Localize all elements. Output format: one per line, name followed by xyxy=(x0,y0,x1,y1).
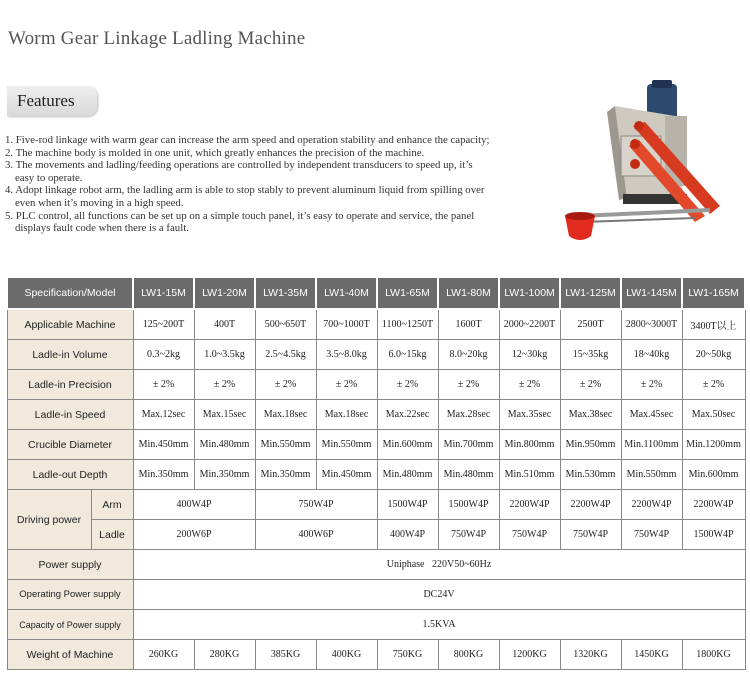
table-cell: Min.600mm xyxy=(682,460,745,490)
table-row xyxy=(7,520,745,550)
table-cell: 800KG xyxy=(438,640,499,670)
table-cell: 750W4P xyxy=(621,520,682,550)
table-cell: ± 2% xyxy=(682,370,745,400)
table-cell: 700~1000T xyxy=(316,309,377,340)
table-cell: Max.45sec xyxy=(621,400,682,430)
table-cell: Min.700mm xyxy=(438,430,499,460)
row-label: Weight of Machine xyxy=(7,640,133,670)
table-cell: Max.50sec xyxy=(682,400,745,430)
table-cell: Max.22sec xyxy=(377,400,438,430)
table-row xyxy=(7,550,745,580)
model-header: LW1-125M xyxy=(560,277,621,309)
table-cell: 2800~3000T xyxy=(621,309,682,340)
table-row xyxy=(7,340,745,370)
table-cell: Min.450mm xyxy=(316,460,377,490)
model-header: LW1-15M xyxy=(133,277,194,309)
row-label: Ladle-in Speed xyxy=(7,400,133,430)
table-cell: ± 2% xyxy=(621,370,682,400)
table-cell: 12~30kg xyxy=(499,340,560,370)
table-cell: 3.5~8.0kg xyxy=(316,340,377,370)
table-cell: 1450KG xyxy=(621,640,682,670)
table-row xyxy=(7,460,745,490)
table-cell: 400W4P xyxy=(377,520,438,550)
model-header: LW1-165M xyxy=(682,277,745,309)
table-cell: 750W4P xyxy=(499,520,560,550)
table-cell: 280KG xyxy=(194,640,255,670)
model-header: LW1-65M xyxy=(377,277,438,309)
ladling-machine-image xyxy=(555,76,735,256)
table-cell: Uniphase 220V50~60Hz xyxy=(133,550,745,580)
model-header: LW1-40M xyxy=(316,277,377,309)
feature-line: 1. Five-rod linkage with warm gear can increase the arm speed and operation stability and enhance the capacity; xyxy=(5,134,490,146)
row-label: Driving power xyxy=(7,490,91,550)
row-label: Capacity of Power supply xyxy=(7,610,133,640)
table-cell: Min.550mm xyxy=(621,460,682,490)
table-row xyxy=(7,610,745,640)
table-cell: Min.1200mm xyxy=(682,430,745,460)
table-cell: Min.350mm xyxy=(255,460,316,490)
table-cell: 15~35kg xyxy=(560,340,621,370)
table-row xyxy=(7,430,745,460)
table-cell: Max.38sec xyxy=(560,400,621,430)
feature-line: even when it’s moving in a high speed. xyxy=(15,196,184,209)
table-cell: Min.550mm xyxy=(255,430,316,460)
row-label: Ladle-in Precision xyxy=(7,370,133,400)
table-row xyxy=(7,490,745,520)
row-label: Power supply xyxy=(7,550,133,580)
table-cell: 2200W4P xyxy=(560,490,621,520)
row-label: Ladle-in Volume xyxy=(7,340,133,370)
table-cell: 2000~2200T xyxy=(499,309,560,340)
table-cell: Min.1100mm xyxy=(621,430,682,460)
table-cell: 400W4P xyxy=(133,490,255,520)
table-cell: DC24V xyxy=(133,580,745,610)
model-header: LW1-145M xyxy=(621,277,682,309)
table-cell: ± 2% xyxy=(377,370,438,400)
table-cell: Min.950mm xyxy=(560,430,621,460)
features-list xyxy=(5,134,540,235)
row-sublabel: Ladle xyxy=(91,520,133,550)
table-row xyxy=(7,400,745,430)
features-heading xyxy=(7,86,97,116)
table-cell: ± 2% xyxy=(499,370,560,400)
table-cell: 260KG xyxy=(133,640,194,670)
table-cell: 18~40kg xyxy=(621,340,682,370)
table-cell: 125~200T xyxy=(133,309,194,340)
header-label: Specification/Model xyxy=(7,277,133,309)
table-cell: 750W4P xyxy=(560,520,621,550)
table-cell: 400W6P xyxy=(255,520,377,550)
table-cell: Min.450mm xyxy=(133,430,194,460)
table-cell: 2500T xyxy=(560,309,621,340)
table-cell: 200W6P xyxy=(133,520,255,550)
table-cell: 750W4P xyxy=(438,520,499,550)
table-cell: Max.28sec xyxy=(438,400,499,430)
table-cell: 400KG xyxy=(316,640,377,670)
table-cell: Min.550mm xyxy=(316,430,377,460)
table-cell: 750KG xyxy=(377,640,438,670)
table-cell: Min.800mm xyxy=(499,430,560,460)
model-header: LW1-35M xyxy=(255,277,316,309)
table-cell: Max.35sec xyxy=(499,400,560,430)
table-cell: 1500W4P xyxy=(682,520,745,550)
feature-line: 3. The movements and ladling/feeding operations are controlled by independent transducers to speed up, it’s xyxy=(5,159,473,172)
table-cell: ± 2% xyxy=(255,370,316,400)
feature-line: 4. Adopt linkage robot arm, the ladling arm is able to stop stably to prevent aluminum liquid from spilling over xyxy=(5,184,485,197)
features-heading-label: Features xyxy=(17,91,75,110)
page-title: Worm Gear Linkage Ladling Machine xyxy=(8,28,306,49)
table-cell: 1100~1250T xyxy=(377,309,438,340)
table-row xyxy=(7,580,745,610)
table-cell: 2200W4P xyxy=(682,490,745,520)
row-label: Operating Power supply xyxy=(7,580,133,610)
table-cell: 3400T以上 xyxy=(682,309,745,340)
specification-table xyxy=(6,276,746,670)
table-cell: 2200W4P xyxy=(499,490,560,520)
table-cell: 1200KG xyxy=(499,640,560,670)
table-cell: Min.600mm xyxy=(377,430,438,460)
table-row xyxy=(7,640,745,670)
table-header-row xyxy=(7,277,745,309)
table-cell: ± 2% xyxy=(438,370,499,400)
table-cell: 1.0~3.5kg xyxy=(194,340,255,370)
table-cell: 20~50kg xyxy=(682,340,745,370)
feature-line: displays fault code when there is a fault. xyxy=(15,222,189,235)
table-cell: ± 2% xyxy=(560,370,621,400)
row-label: Applicable Machine xyxy=(7,309,133,340)
table-cell: Min.480mm xyxy=(377,460,438,490)
table-cell: Min.530mm xyxy=(560,460,621,490)
table-cell: 2200W4P xyxy=(621,490,682,520)
table-cell: ± 2% xyxy=(133,370,194,400)
table-cell: 1500W4P xyxy=(438,490,499,520)
model-header: LW1-80M xyxy=(438,277,499,309)
table-cell: 385KG xyxy=(255,640,316,670)
model-header: LW1-20M xyxy=(194,277,255,309)
table-row xyxy=(7,370,745,400)
feature-line: 5. PLC control, all functions can be set up on a simple touch panel, it’s easy to operate and service, the panel xyxy=(5,209,475,222)
row-sublabel: Arm xyxy=(91,490,133,520)
table-row xyxy=(7,309,745,340)
table-cell: 1320KG xyxy=(560,640,621,670)
table-cell: 1500W4P xyxy=(377,490,438,520)
table-cell: ± 2% xyxy=(316,370,377,400)
feature-line: 2. The machine body is molded in one unit, which greatly enhances the precision of the machine. xyxy=(5,146,425,159)
table-cell: Max.18sec xyxy=(316,400,377,430)
row-label: Crucible Diameter xyxy=(7,430,133,460)
table-cell: 400T xyxy=(194,309,255,340)
table-cell: 750W4P xyxy=(255,490,377,520)
table-cell: Max.15sec xyxy=(194,400,255,430)
table-cell: 1.5KVA xyxy=(133,610,745,640)
row-label: Ladle-out Depth xyxy=(7,460,133,490)
table-cell: Min.480mm xyxy=(194,430,255,460)
table-cell: 8.0~20kg xyxy=(438,340,499,370)
table-cell: Min.350mm xyxy=(133,460,194,490)
table-cell: 6.0~15kg xyxy=(377,340,438,370)
table-cell: 2.5~4.5kg xyxy=(255,340,316,370)
table-cell: Min.480mm xyxy=(438,460,499,490)
table-cell: Max.12sec xyxy=(133,400,194,430)
table-cell: 1600T xyxy=(438,309,499,340)
feature-line: easy to operate. xyxy=(15,171,83,184)
table-cell: ± 2% xyxy=(194,370,255,400)
table-cell: 0.3~2kg xyxy=(133,340,194,370)
table-cell: Min.350mm xyxy=(194,460,255,490)
table-cell: Min.510mm xyxy=(499,460,560,490)
table-cell: 1800KG xyxy=(682,640,745,670)
table-cell: 500~650T xyxy=(255,309,316,340)
model-header: LW1-100M xyxy=(499,277,560,309)
table-cell: Max.18sec xyxy=(255,400,316,430)
